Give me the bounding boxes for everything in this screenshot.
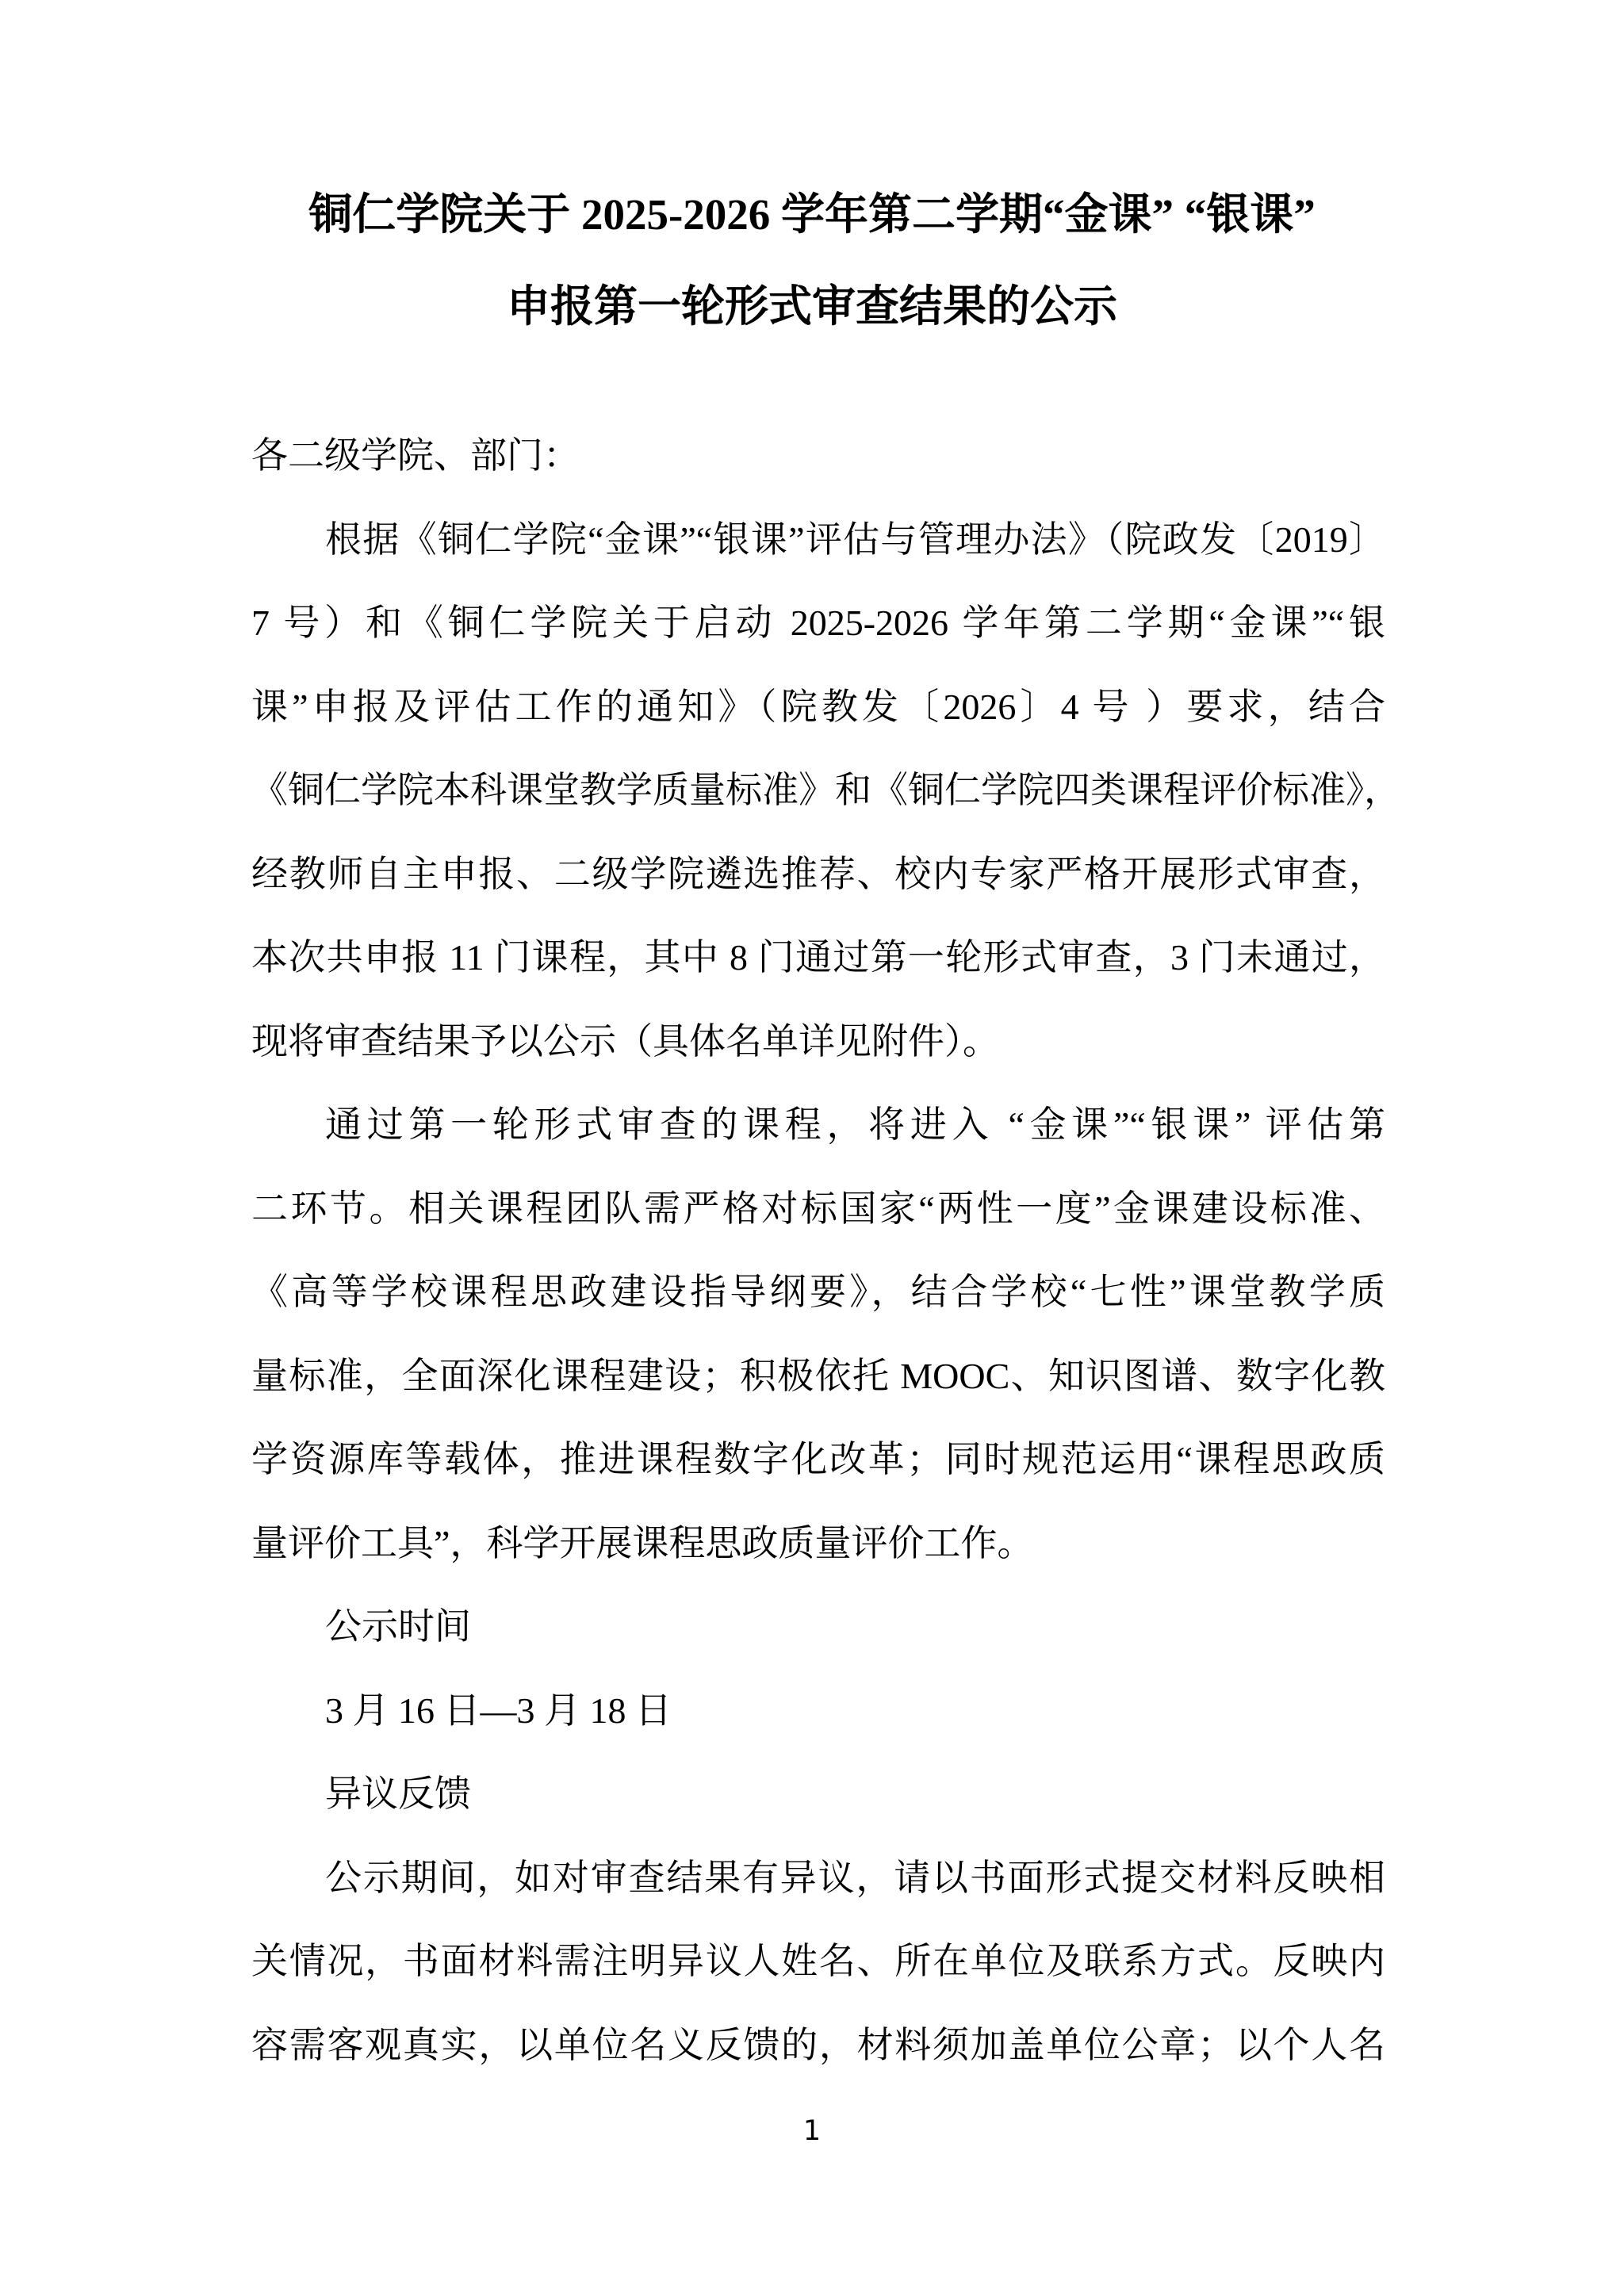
body-line: 现将审查结果予以公示（具体名单详见附件）。 [251, 1020, 999, 1062]
body-line: 3 月 16 日—3 月 18 日 [325, 1689, 672, 1731]
body-line: 学资源库等载体，推进课程数字化改革；同时规范运用“课程思政质 [251, 1439, 1385, 1479]
body-line: 量标准，全面深化课程建设；积极依托 MOOC、知识图谱、数字化教 [251, 1355, 1385, 1396]
body-line: 异议反馈 [325, 1774, 471, 1814]
body-line: 7 号）和《铜仁学院关于启动 2025-2026 学年第二学期“金课”“银 [251, 603, 1385, 643]
body-line: 本次共申报 11 门课程，其中 8 门通过第一轮形式审查，3 门未通过， [251, 937, 1385, 978]
body-line: 《铜仁学院本科课堂教学质量标准》和《铜仁学院四类课程评价标准》， [251, 770, 1400, 810]
body-line: 公示时间 [325, 1606, 471, 1647]
body-line: 根据《铜仁学院“金课”“银课”评估与管理办法》（院政发〔2019〕 [325, 519, 1385, 560]
body-line: 《高等学校课程思政建设指导纲要》，结合学校“七性”课堂教学质 [251, 1272, 1385, 1312]
body-line: 关情况，书面材料需注明异议人姓名、所在单位及联系方式。反映内 [251, 1941, 1385, 1981]
title-line-1: 铜仁学院关于 2025-2026 学年第二学期“金课” “银课” [308, 190, 1316, 239]
body-line: 量评价工具”，科学开展课程思政质量评价工作。 [251, 1522, 1034, 1563]
body-line: 公示期间，如对审查结果有异议，请以书面形式提交材料反映相 [325, 1857, 1385, 1898]
body-line: 二环节。相关课程团队需严格对标国家“两性一度”金课建设标准、 [251, 1188, 1385, 1229]
body-line: 经教师自主申报、二级学院遴选推荐、校内专家严格开展形式审查， [251, 853, 1385, 894]
body-line: 容需客观真实，以单位名义反馈的，材料须加盖单位公章；以个人名 [251, 2024, 1385, 2065]
body-line: 各二级学院、部门： [251, 435, 580, 476]
document-title [245, 169, 1379, 353]
document-body [251, 414, 1400, 2087]
body-line: 通过第一轮形式审查的课程，将进入 “金课”“银课” 评估第 [325, 1104, 1385, 1145]
page-number: 1 [802, 2115, 822, 2147]
body-line: 课”申报及评估工作的通知》（院教发〔2026〕4 号 ）要求，结合 [251, 686, 1385, 727]
title-line-2: 申报第一轮形式审查结果的公示 [506, 282, 1117, 331]
